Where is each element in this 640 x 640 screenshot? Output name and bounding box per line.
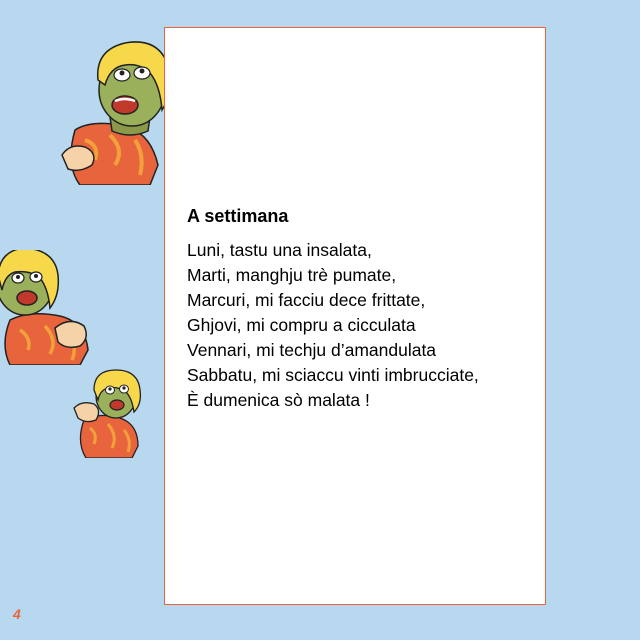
poem-title: A settimana — [187, 206, 289, 226]
poem-line: Luni, tastu una insalata, — [187, 240, 372, 260]
poem-card — [164, 27, 546, 605]
poem-line: Marti, manghju trè pumate, — [187, 265, 397, 285]
page-number: 4 — [13, 606, 21, 622]
poem-line: Vennari, mi techju d’amandulata — [187, 340, 437, 360]
poem-line: Marcuri, mi facciu dece frittate, — [187, 290, 426, 310]
sick-child-illustration-medium — [0, 250, 95, 365]
poem-line: Sabbatu, mi sciaccu vinti imbrucciate, — [187, 365, 479, 385]
poem-lines — [187, 238, 479, 413]
poem-line: È dumenica sò malata ! — [187, 390, 370, 410]
sick-child-illustration-large — [50, 35, 165, 185]
sick-child-illustration-small — [72, 368, 144, 458]
poem-line: Ghjovi, mi compru a cicculata — [187, 315, 416, 335]
